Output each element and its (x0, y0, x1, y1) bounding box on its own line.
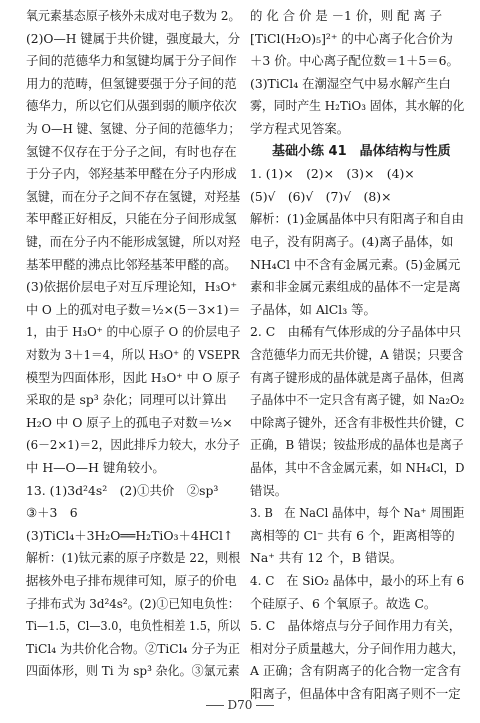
text-line: 氢键不仅存在于分子之间，有时也存在 (26, 143, 237, 159)
text-line: 子晶体中不一定只含有离子键，如 Na₂O₂ (250, 392, 465, 408)
text-line: 个硅原子、6 个氧原子。故选 C。 (250, 595, 437, 611)
section-title: 基础小练 41 晶体结构与性质 (272, 143, 451, 159)
text-line: [TiCl(H₂O)₅]²⁺ 的中心离子化合价为 (250, 30, 453, 46)
page-number: D70 (227, 698, 253, 712)
text-line: TiCl₄ 为共价化合物。②TiCl₄ 分子为正 (26, 640, 240, 656)
text-line: 的 化 合 价 是 －1 价，则 配 离 子 (250, 8, 443, 23)
text-line: 1. (1)× (2)× (3)× (4)× (250, 166, 415, 182)
text-line: (3)TiCl₄＋3H₂O══H₂TiO₃＋4HCl↑ (26, 527, 234, 543)
text-line: 子晶体，如 AlCl₃ 等。 (250, 301, 376, 317)
text-line: 基苯甲醛的沸点比邻羟基苯甲醛的高。 (26, 256, 237, 272)
text-line: 2. C 由稀有气体形成的分子晶体中只 (250, 324, 462, 340)
text-line: 3. B 在 NaCl 晶体中，每个 Na⁺ 周围距 (250, 505, 465, 521)
text-line: 有离子键形成的晶体就是离子晶体，但离 (250, 369, 465, 385)
text-line: (5)√ (6)√ (7)√ (8)× (250, 188, 392, 204)
text-line: 于分子内，邻羟基苯甲醛在分子内形成 (26, 166, 237, 182)
text-line: 错误。 (250, 482, 288, 498)
text-line: 相对分子质量越大，分子间作用力越大， (250, 640, 465, 656)
text-line: A 正确；含有阴离子的化合物一定含有 (250, 663, 462, 679)
text-line: 子间的范德华力和氢键均属于分子间作 (26, 53, 237, 69)
text-line: 模型为四面体形，因此 H₃O⁺ 中 O 原子 (26, 369, 241, 385)
text-line: 用力的范畴，但氢键要强于分子间的范 (26, 75, 237, 91)
text-line: 5. C 晶体熔点与分子间作用力有关， (250, 618, 462, 634)
text-line: (3)TiCl₄ 在潮湿空气中易水解产生白 (250, 75, 451, 91)
text-line: 离相等的 Cl⁻ 共有 6 个，距离相等的 (250, 527, 455, 543)
text-line: 雾，同时产生 H₂TiO₃ 固体，其水解的化 (250, 98, 465, 114)
text-line: 含范德华力而无共价键，A 错误；只要含 (250, 347, 464, 362)
text-line: 采取的是 sp³ 杂化；同理可以计算出 (26, 392, 227, 408)
page-footer (0, 698, 480, 712)
text-line: 1，由于 H₃O⁺ 的中心原子 O 的价层电子 (26, 324, 241, 340)
text-line: (3)依据价层电子对互斥理论知，H₃O⁺ (26, 279, 238, 295)
text-line: 解析：(1)钛元素的原子序数是 22，则根 (26, 550, 241, 566)
text-line: 解析：(1)金属晶体中只有阳离子和自由 (250, 211, 464, 227)
text-line: 阳离子，但晶体中含有阳离子则不一定 (250, 686, 461, 701)
text-line: 对数为 3＋1＝4，所以 H₃O⁺ 的 VSEPR (26, 347, 240, 362)
text-line: 氢键，而在分子之间不存在氢键，对羟基 (26, 188, 241, 204)
footer-dash-right (256, 705, 274, 706)
text-line: 中 H—O—H 键角较小。 (26, 460, 165, 475)
text-line: 键，而在分子内不能形成氢键，所以对羟 (26, 234, 241, 249)
text-line: 中除离子键外，还含有非极性共价键，C (250, 414, 465, 430)
footer-dash-left (206, 705, 224, 706)
text-line: 氧元素基态原子核外未成对电子数为 2。 (26, 8, 241, 23)
text-line: 4. C 在 SiO₂ 晶体中，最小的环上有 6 (250, 573, 465, 588)
text-line: 苯甲醛正好相反，只能在分子间形成氢 (26, 211, 237, 227)
text-line: 晶体，其中不含金属元素，如 NH₄Cl，D (250, 460, 465, 475)
text-line: 子排布式为 3d²4s²。(2)①已知电负性： (26, 595, 240, 611)
text-line: 素和非金属元素组成的晶体不一定是离 (250, 279, 461, 295)
text-line: (2)O—H 键属于共价键，强度最大，分 (26, 30, 240, 46)
text-line: (6－2×1)＝2，因此排斥力较大，水分子 (26, 437, 241, 453)
text-line: 电子，没有阴离子。(4)离子晶体，如 (250, 234, 454, 249)
text-line: 据核外电子排布规律可知，原子的价电 (26, 573, 237, 588)
text-line: 13. (1)3d²4s² (2)①共价 ②sp³ (26, 482, 219, 498)
text-line: H₂O 中 O 原子上的孤电子对数＝½× (26, 414, 233, 430)
text-line: Ti—1.5，Cl—3.0，电负性相差 1.5，所以 (26, 618, 241, 634)
text-line: 学方程式见答案。 (250, 121, 350, 136)
text-line: 中 O 上的孤对电子数＝½×(5－3×1)＝ (26, 301, 241, 317)
text-line: 为 O—H 键、氢键、分子间的范德华力； (26, 121, 241, 136)
text-line: ＋3 价。中心离子配位数＝1＋5＝6。 (250, 53, 459, 69)
text-line: 正确，B 错误；铵盐形成的晶体也是离子 (250, 437, 464, 453)
text-line: Na⁺ 共有 12 个，B 错误。 (250, 550, 403, 566)
text-line: 四面体形，则 Ti 为 sp³ 杂化。③氯元素 (26, 663, 240, 679)
text-line: 德华力，所以它们从强到弱的顺序依次 (26, 98, 237, 114)
text-line: NH₄Cl 中不含有金属元素。(5)金属元 (250, 256, 461, 272)
text-line: ③＋3 6 (26, 505, 78, 521)
